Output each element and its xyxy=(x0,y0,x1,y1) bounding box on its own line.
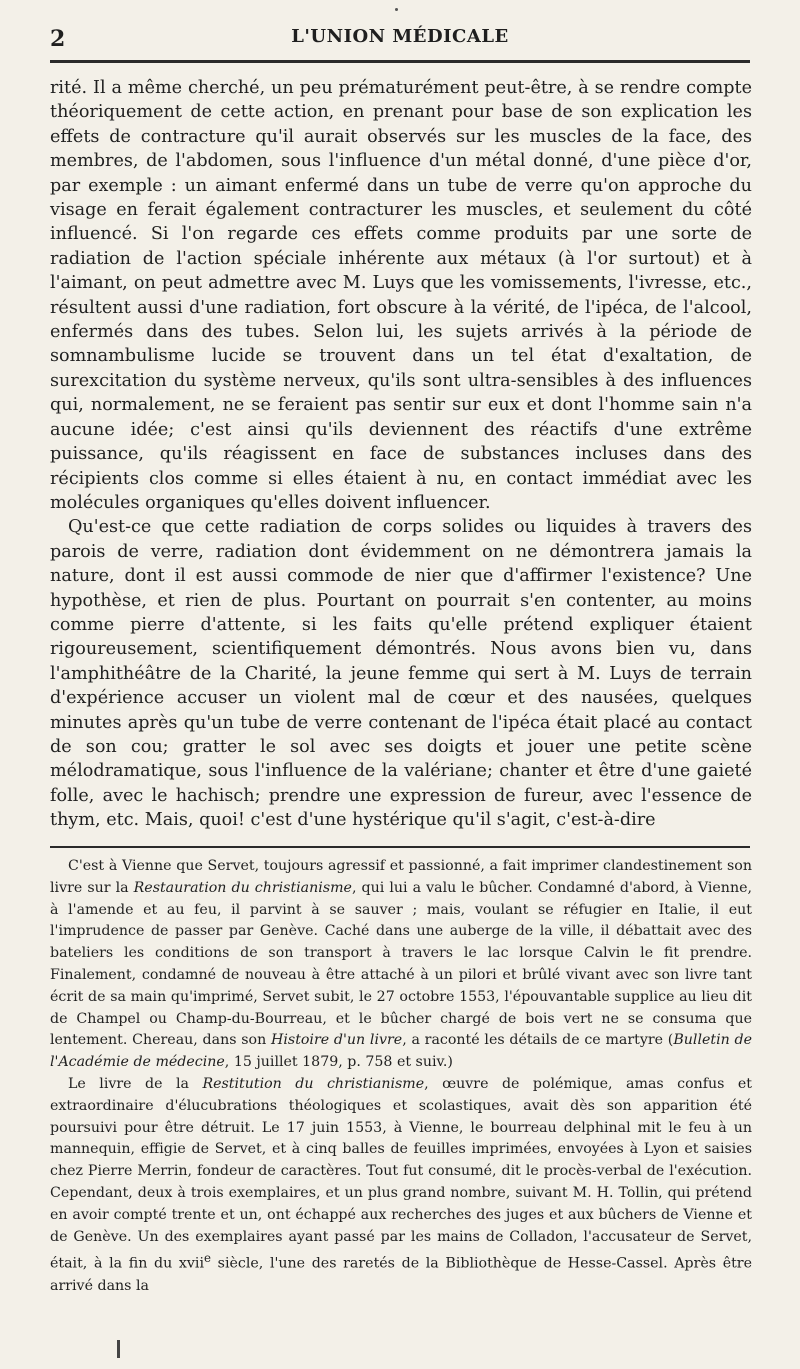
footnote-2-text-2: , œuvre de polémique, amas confus et extraordinaire d'élucubrations théologiques et scolastiques, avait dès son apparition été poursuivi pour être détruit. Le 17 juin 1553, à Vienne, le bourreau delphinal mit le feu à un mannequin, effigie de Servet, et à cinq balles de feuilles imprimées, envoyées à Lyon et saisies chez Pierre Merrin, fondeur de caractères. Tout fut consumé, dit le procès-verbal de l'exécution. Cependant, deux à trois exemplaires, et un plus grand nombre, suivant M. H. Tollin, qui prétend en avoir compté trente et un, ont échappé aux recherches des juges et aux bûchers de Vienne et de Genève. Un des exemplaires ayant passé par les mains de Colladon, l'accusateur de Servet, était, à la fin du xvii xyxy=(50,1075,753,1273)
page-header xyxy=(50,26,750,56)
footnote-1-title-2: Histoire d'un livre xyxy=(271,1032,403,1049)
body-paragraph-1: rité. Il a même cherché, un peu prématurément peut-être, à se rendre compte théoriquement de cette action, en prenant pour base de son explication les effets de contracture qu'il aurait observés sur les muscles de la face, des membres, de l'abdomen, sous l'influence d'un métal donné, d'une pièce d'or, par exemple : un aimant enfermé dans un tube de verre qu'on approche du visage en ferait également contracturer les muscles, et seulement du côté influencé. Si l'on regarde ces effets comme produits par une sorte de radiation de l'action spéciale inhérente aux métaux (à l'or surtout) et à l'aimant, on peut admettre avec M. Luys que les vomissements, l'ivresse, etc., résultent aussi d'une radiation, fort obscure à la vérité, de l'ipéca, de l'alcool, enfermés dans des tubes. Selon lui, les sujets arrivés à la période de somnambulisme lucide se trouvent dans un tel état d'exaltation, de surexcitation du système nerveux, qu'ils sont ultra-sensibles à des influences qui, normalement, ne se feraient pas sentir sur eux et dont l'homme sain n'a aucune idée; c'est ainsi qu'ils deviennent des réactifs d'une extrême puissance, qu'ils réagissent en face de substances incluses dans des récipients clos comme si elles étaient à nu, en contact immédiat avec les molécules organiques qu'elles doivent influencer. xyxy=(50,78,752,513)
footnote-1-text-1: C'est à Vienne que Servet, toujours agressif et passionné, a fait imprimer clandestinement son livre sur la xyxy=(50,858,752,896)
print-speck xyxy=(395,8,398,11)
footnote-2-text-3: siècle, l'une des raretés de la Bibliothèque de Hesse-Cassel. Après être arrivé dans la xyxy=(50,1256,752,1294)
footnote-2-superscript: e xyxy=(204,1251,212,1266)
body-paragraph-2: Qu'est-ce que cette radiation de corps solides ou liquides à travers des parois de verre, radiation dont évidemment on ne démontrera jamais la nature, dont il est aussi commode de nier que d'affirmer l'existence? Une hypothèse, et rien de plus. Pourtant on pourrait s'en contenter, au moins comme pierre d'attente, si les faits qu'elle prétend expliquer étaient rigoureusement, scientifiquement démontrés. Nous avons bien vu, dans l'amphithéâtre de la Charité, la jeune femme qui sert à M. Luys de terrain d'expérience accuser un violent mal de cœur et des nausées, quelques minutes après qu'un tube de verre contenant de l'ipéca était placé au contact de son cou; gratter le sol avec ses doigts et jouer une petite scène mélodramatique, sous l'influence de la valériane; chanter et être d'une gaieté folle, avec le hachisch; prendre une expression de fureur, avec l'essence de thym, etc. Mais, quoi! c'est d'une hystérique qu'il s'agit, c'est-à-dire xyxy=(50,517,752,831)
footnote-1-title-1: Restauration du christianisme xyxy=(133,879,352,896)
footnote-1 xyxy=(50,856,752,1074)
footnote-2 xyxy=(50,1074,752,1298)
running-title: L'UNION MÉDICALE xyxy=(291,26,509,47)
header-rule xyxy=(50,60,750,63)
footnote-1-text-2: , qui lui a valu le bûcher. Condamné d'abord, à Vienne, à l'amende et au feu, il parvint à se sauver ; mais, voulant se réfugier en Italie, il eut l'imprudence de passer par Genève. Caché dans une auberge de la ville, il débattait avec des bateliers les conditions de son transport à travers le lac lorsque Calvin le fit prendre. Finalement, condamné de nouveau à être attaché à un pilori et brûlé vivant avec son livre tant écrit de sa main qu'imprimé, Servet subit, le 27 octobre 1553, l'épouvantable supplice au lieu dit de Champel ou Champ-du-Bourreau, et le bûcher chargé de bois vert ne se consuma que lentement. Chereau, dans son xyxy=(50,879,752,1049)
footnote-separator xyxy=(50,846,750,848)
footnote-2-title-1: Restitution du christianisme xyxy=(202,1075,425,1092)
page-number: 2 xyxy=(50,26,66,52)
footnotes xyxy=(50,856,752,1298)
print-mark xyxy=(117,1340,120,1358)
footnote-1-text-3: , a raconté les détails de ce martyre ( xyxy=(402,1032,674,1049)
footnote-1-title-3: Bulletin de l'Académie de médecine xyxy=(50,1032,753,1071)
footnote-1-text-4: , 15 juillet 1879, p. 758 et suiv.) xyxy=(224,1054,453,1071)
main-text xyxy=(50,76,752,833)
footnote-2-text-1: Le livre de la xyxy=(68,1075,203,1092)
